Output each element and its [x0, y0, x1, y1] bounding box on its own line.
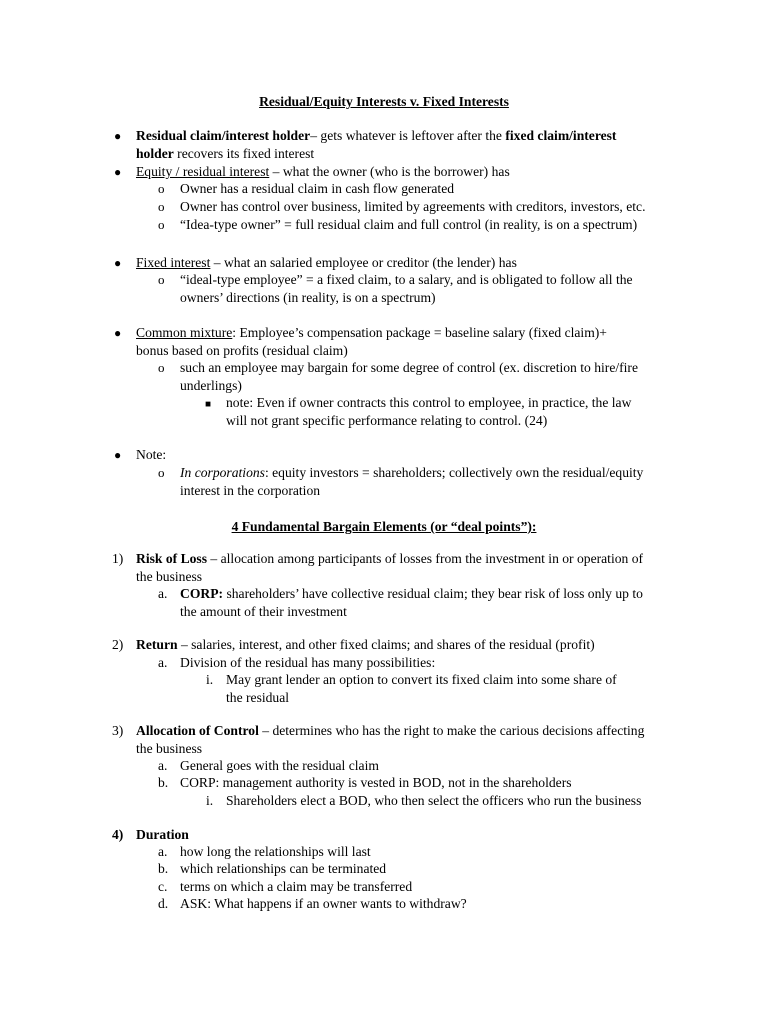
return-sub-item: Division of the residual has many possibilities: [180, 655, 436, 670]
control-sub-item: General goes with the residual claim [180, 758, 379, 773]
residual-claim-paragraph: Residual claim/interest holder– gets whatever is leftover after the fixed claim/interest holder recovers its fixed interest [136, 128, 617, 161]
duration-sub-item: how long the relationships will last [180, 844, 371, 859]
square-bullet-icon: ■ [205, 399, 212, 410]
equity-sub-item: Owner has a residual claim in cash flow generated [180, 181, 455, 196]
note-label: Note: [136, 447, 167, 462]
circle-bullet-icon: o [158, 199, 165, 214]
bullet-icon: ● [114, 129, 122, 143]
bullet-icon: ● [114, 256, 122, 270]
bullet-icon: ● [114, 326, 122, 340]
duration-sub-item: ASK: What happens if an owner wants to withdraw? [180, 896, 467, 911]
circle-bullet-icon: o [158, 272, 165, 287]
list-letter: c. [158, 879, 168, 894]
bullet-icon: ● [114, 448, 122, 462]
list-number: 1) [112, 551, 124, 566]
return-paragraph: Return – salaries, interest, and other fixed claims; and shares of the residual (profit) [136, 637, 595, 652]
circle-bullet-icon: o [158, 465, 165, 480]
return-subsub-item: May grant lender an option to convert its fixed claim into some share of the residual [226, 672, 617, 705]
control-note-item: note: Even if owner contracts this control to employee, in practice, the law will not grant specific performance relating to control. (24) [226, 395, 632, 428]
equity-sub-item: “Idea-type owner” = full residual claim and full control (in reality, is on a spectrum) [180, 217, 638, 232]
circle-bullet-icon: o [158, 360, 165, 375]
list-roman: i. [206, 793, 214, 808]
list-letter: b. [158, 775, 169, 790]
duration-sub-item: which relationships can be terminated [180, 861, 387, 876]
page-title: Residual/Equity Interests v. Fixed Interests [259, 94, 509, 109]
list-letter: d. [158, 896, 169, 911]
risk-of-loss-paragraph: Risk of Loss – allocation among participants of losses from the investment in or operation of the business [136, 551, 644, 584]
list-letter: a. [158, 758, 168, 773]
fixed-interest-line: Fixed interest – what an salaried employee or creditor (the lender) has [136, 255, 517, 270]
list-letter: a. [158, 655, 168, 670]
list-letter: a. [158, 844, 168, 859]
common-mixture-paragraph: Common mixture: Employee’s compensation package = baseline salary (fixed claim)+ bonus based on profits (residual claim) [136, 325, 607, 358]
circle-bullet-icon: o [158, 181, 165, 196]
equity-interest-line: Equity / residual interest – what the owner (who is the borrower) has [136, 164, 510, 179]
circle-bullet-icon: o [158, 217, 165, 232]
corporations-sub-item: In corporations: equity investors = shareholders; collectively own the residual/equity interest in the corporation [180, 465, 644, 498]
risk-of-loss-sub-item: CORP: shareholders’ have collective residual claim; they bear risk of loss only up to the amount of their investment [180, 586, 643, 619]
list-roman: i. [206, 672, 214, 687]
duration-sub-item: terms on which a claim may be transferred [180, 879, 413, 894]
bullet-icon: ● [114, 165, 122, 179]
list-number: 2) [112, 637, 124, 652]
list-letter: a. [158, 586, 168, 601]
fixed-interest-sub-item: “ideal-type employee” = a fixed claim, to a salary, and is obligated to follow all the owners’ directions (in reality, is on a spectrum) [180, 272, 633, 305]
list-number: 3) [112, 723, 124, 738]
equity-sub-item: Owner has control over business, limited by agreements with creditors, investors, etc. [180, 199, 646, 214]
common-mixture-sub-item: such an employee may bargain for some degree of control (ex. discretion to hire/fire underlings) [180, 360, 638, 393]
control-sub-item: CORP: management authority is vested in BOD, not in the shareholders [180, 775, 572, 790]
section-heading: 4 Fundamental Bargain Elements (or “deal points”): [231, 519, 537, 534]
allocation-of-control-paragraph: Allocation of Control – determines who has the right to make the carious decisions affecting the business [136, 723, 645, 756]
list-number: 4) [112, 827, 124, 842]
duration-heading: Duration [136, 827, 189, 842]
list-letter: b. [158, 861, 169, 876]
control-subsub-item: Shareholders elect a BOD, who then select the officers who run the business [226, 793, 642, 808]
